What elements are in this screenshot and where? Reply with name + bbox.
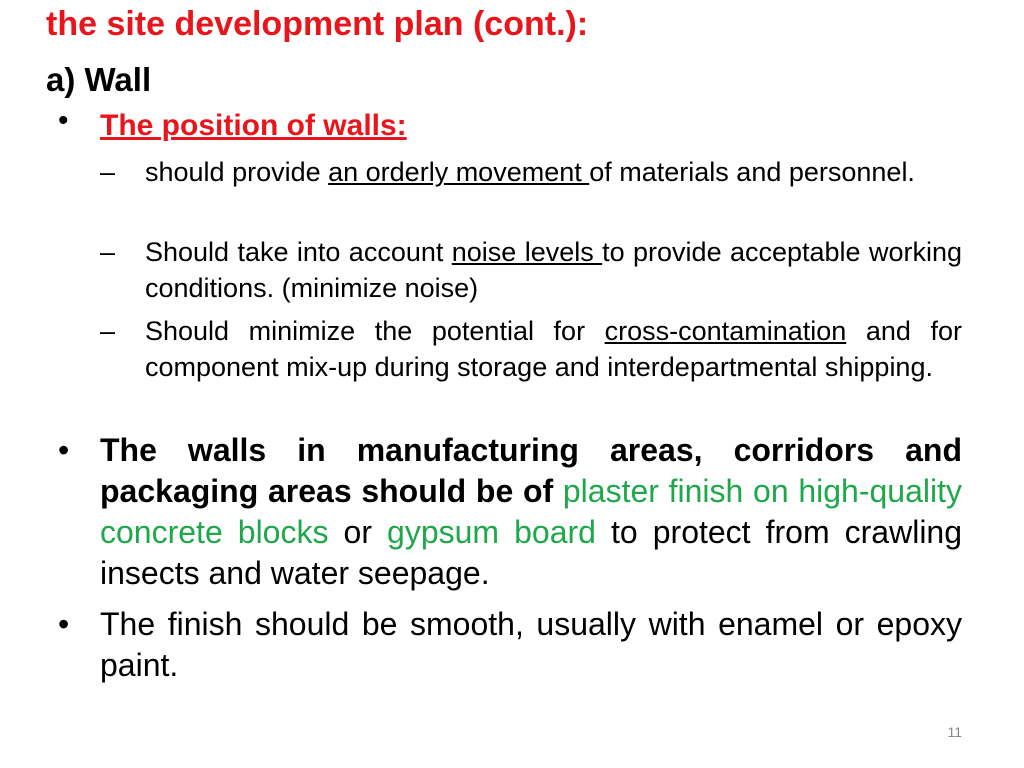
bullet-dot: • xyxy=(58,104,69,137)
bullet-dot: • xyxy=(58,606,70,642)
sub-text: should provide xyxy=(145,157,329,187)
bullet-dot: • xyxy=(58,432,70,468)
bullet-walls xyxy=(58,430,962,594)
underlined-text: an orderly movement xyxy=(328,157,590,187)
bullet-text: The finish should be smooth, usually with enamel or epoxy paint. xyxy=(100,606,962,683)
sub-text: of materials and personnel. xyxy=(589,157,915,187)
sub-text: and for component mix-up during storage and interdepartmental shipping. xyxy=(145,316,962,382)
dash-symbol: – xyxy=(100,157,116,187)
sub-text: to provide acceptable working conditions. (minimize noise) xyxy=(145,237,962,303)
text: or xyxy=(328,514,388,550)
bullet-finish xyxy=(58,604,962,686)
bold-text: The walls in manufacturing areas, corridors and packaging areas should be of xyxy=(100,432,962,509)
dash-symbol: – xyxy=(100,316,116,346)
dash-symbol: – xyxy=(100,237,116,267)
green-text: plaster finish on high-quality concrete blocks xyxy=(100,473,963,550)
bullet-heading: The position of walls: xyxy=(100,109,407,142)
page-number: 11 xyxy=(947,724,962,740)
sub-text: Should take into account xyxy=(145,237,452,267)
sub-text: Should minimize the potential for xyxy=(145,316,605,346)
underlined-text: noise levels xyxy=(451,237,603,267)
sub-bullet xyxy=(100,234,962,306)
sub-bullet xyxy=(100,313,962,385)
underlined-text: cross-contamination xyxy=(604,316,847,346)
text: to protect from crawling insects and water seepage. xyxy=(100,514,963,591)
slide-title: the site development plan (cont.): xyxy=(46,5,589,43)
section-heading: a) Wall xyxy=(46,61,152,98)
green-text: gypsum board xyxy=(387,514,596,550)
sub-bullet xyxy=(100,154,962,190)
